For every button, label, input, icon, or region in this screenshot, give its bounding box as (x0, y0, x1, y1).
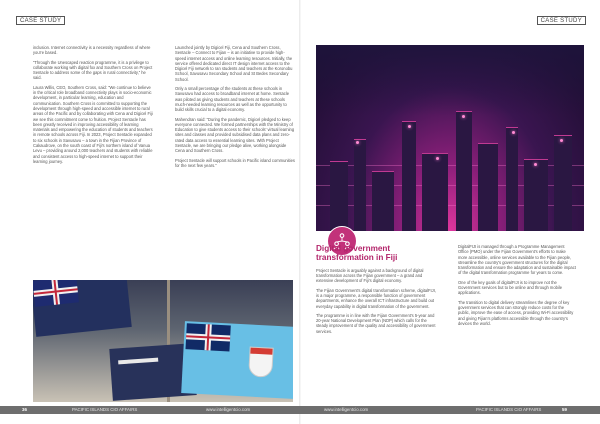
paragraph: Mahendran said: “During the pandemic, Digicel pledged to keep everyone connected. We formed partnerships with the Ministry of Education to give students access to their schools' virtual learning sites and classes and provided subsidised data plans and zero-rated data access to essential learning sites. With Project Sentacle, we are bringing our pledge alive, working alongside Cena and Southern Cross. (175, 116, 295, 154)
paragraph: Launched jointly by Digicel Fiji, Cena and Southern Cross, Sentacle – Connect to Fijian – is an initiative to provide high-speed internet access and online learning resources. Initially, the service offered dedicated direct IT design internet access to the Digicel Fiji network to ran students and teachers at the Koronobu School, Savusavu Secondary School and St Bedes Secondary School. (175, 45, 293, 82)
paragraph: One of the key goals of digitalFIJI is to improve not the Government services but to be online and through mobile applications. (458, 279, 562, 296)
right-column-2 (458, 244, 576, 330)
paragraph: The programme is in line with the Fijian Government's 5-year and 20-year National Development Plan (NDP) which calls for the steady improvement of the quality and accessibility of government services. (316, 312, 436, 334)
digital-city-photo (316, 45, 584, 231)
right-column-1 (316, 244, 436, 338)
paragraph: The Fijian Government's digital transformation scheme, digitalFIJI, is a major programme, a responsible function of government departments, enhance the overall ICT infrastructure and build out everyday capability in digital transformation of the government. (316, 287, 437, 309)
left-column-1 (33, 45, 153, 168)
paragraph: DigitalFIJI is managed through a Programme Management Office (PMO) under the Fijian Government's efforts to make more accessible, online services available to the Fijian people, streamline the country's government structures for the digital transformation and ensure the adaptation and sustainable impact of the digital transformation programme for years to come. (458, 244, 576, 276)
footer-url-left[interactable]: www.intelligentcio.com (206, 407, 251, 412)
footer-brand-right: PACIFIC ISLANDS CIO AFFAIRS (476, 407, 542, 412)
left-column-2 (175, 45, 295, 172)
footer-left (0, 406, 300, 414)
union-jack (33, 280, 79, 307)
paragraph: The transition to digital delivery streamlines the degree of key government services that can strongly reduce costs for the public, improve the ease of access, providing Wi-Fi accessibility and giving Fijian's platforms accessible through the country's devices the world. (458, 299, 574, 326)
case-study-tag-right: CASE STUDY (537, 16, 586, 25)
paragraph: Project Sentacle will support schools in Pacific island communities for the next few years.” (175, 157, 295, 168)
union-jack (185, 323, 230, 351)
fiji-shield-icon (248, 347, 274, 378)
page-gutter (299, 0, 301, 424)
case-study-tag-left: CASE STUDY (16, 16, 65, 25)
paragraph: Project Sentacle is arguably against a background of digital transformation across the Fijian government – a grand and extensive development of Fiji's digital economy. (316, 267, 424, 284)
paragraph: “Through the Unescaped reaction programme, it is a privilege to collaborate working with digital fox and Southern Cross on Project Sentacle to address some of the gaps in rural connectivity,” he said. (33, 59, 153, 81)
footer-url-right[interactable]: www.intelligentcio.com (324, 407, 369, 412)
footer-right (300, 406, 600, 414)
flag-left (33, 280, 132, 337)
page-number-left: 36 (22, 407, 27, 412)
paragraph: inclusion. Internet connectivity is a necessity regardless of where you're based. (33, 45, 151, 56)
paragraph: Only a small percentage of the students at these schools in Savusavu had access to broadband internet at home. Sentacle was piloted as giving students and teachers at these schools much-needed learning resources as well as the opportunity to build skills crucial to a digital economy. (175, 86, 290, 113)
fiji-flag (181, 321, 293, 399)
section-heading: Digital government transformation in Fiji (316, 244, 398, 263)
footer-brand-left: PACIFIC ISLANDS CIO AFFAIRS (72, 407, 138, 412)
paragraph: Laura Willis, CEO, Southern Cross, said: “We continue to believe in the critical role broadband connectivity plays in socio-economic development, in particular learning, education and communication. Southern Cross is committed to supporting the development through high-speed and accessible internet to rural areas of the Pacific and by collaborating with Cena and Digicel Fiji we see this commitment come to fruition. Project Sentacle has been greatly received in improving accessibility of learning materials and empowering the education of students and teachers in remote schools across Fiji. In 2023, Project Sentacle expanded to six schools in Savusavu – a town in the Fijian Province of Cakaudrove, on the south coast of Fiji's northern island of Vanua Levu – providing around 2,000 teachers and students with reliable and consistent access to high-speed internet to support their learning journey. (33, 84, 153, 164)
flags-photo (33, 280, 293, 402)
page-number-right: 59 (562, 407, 567, 412)
